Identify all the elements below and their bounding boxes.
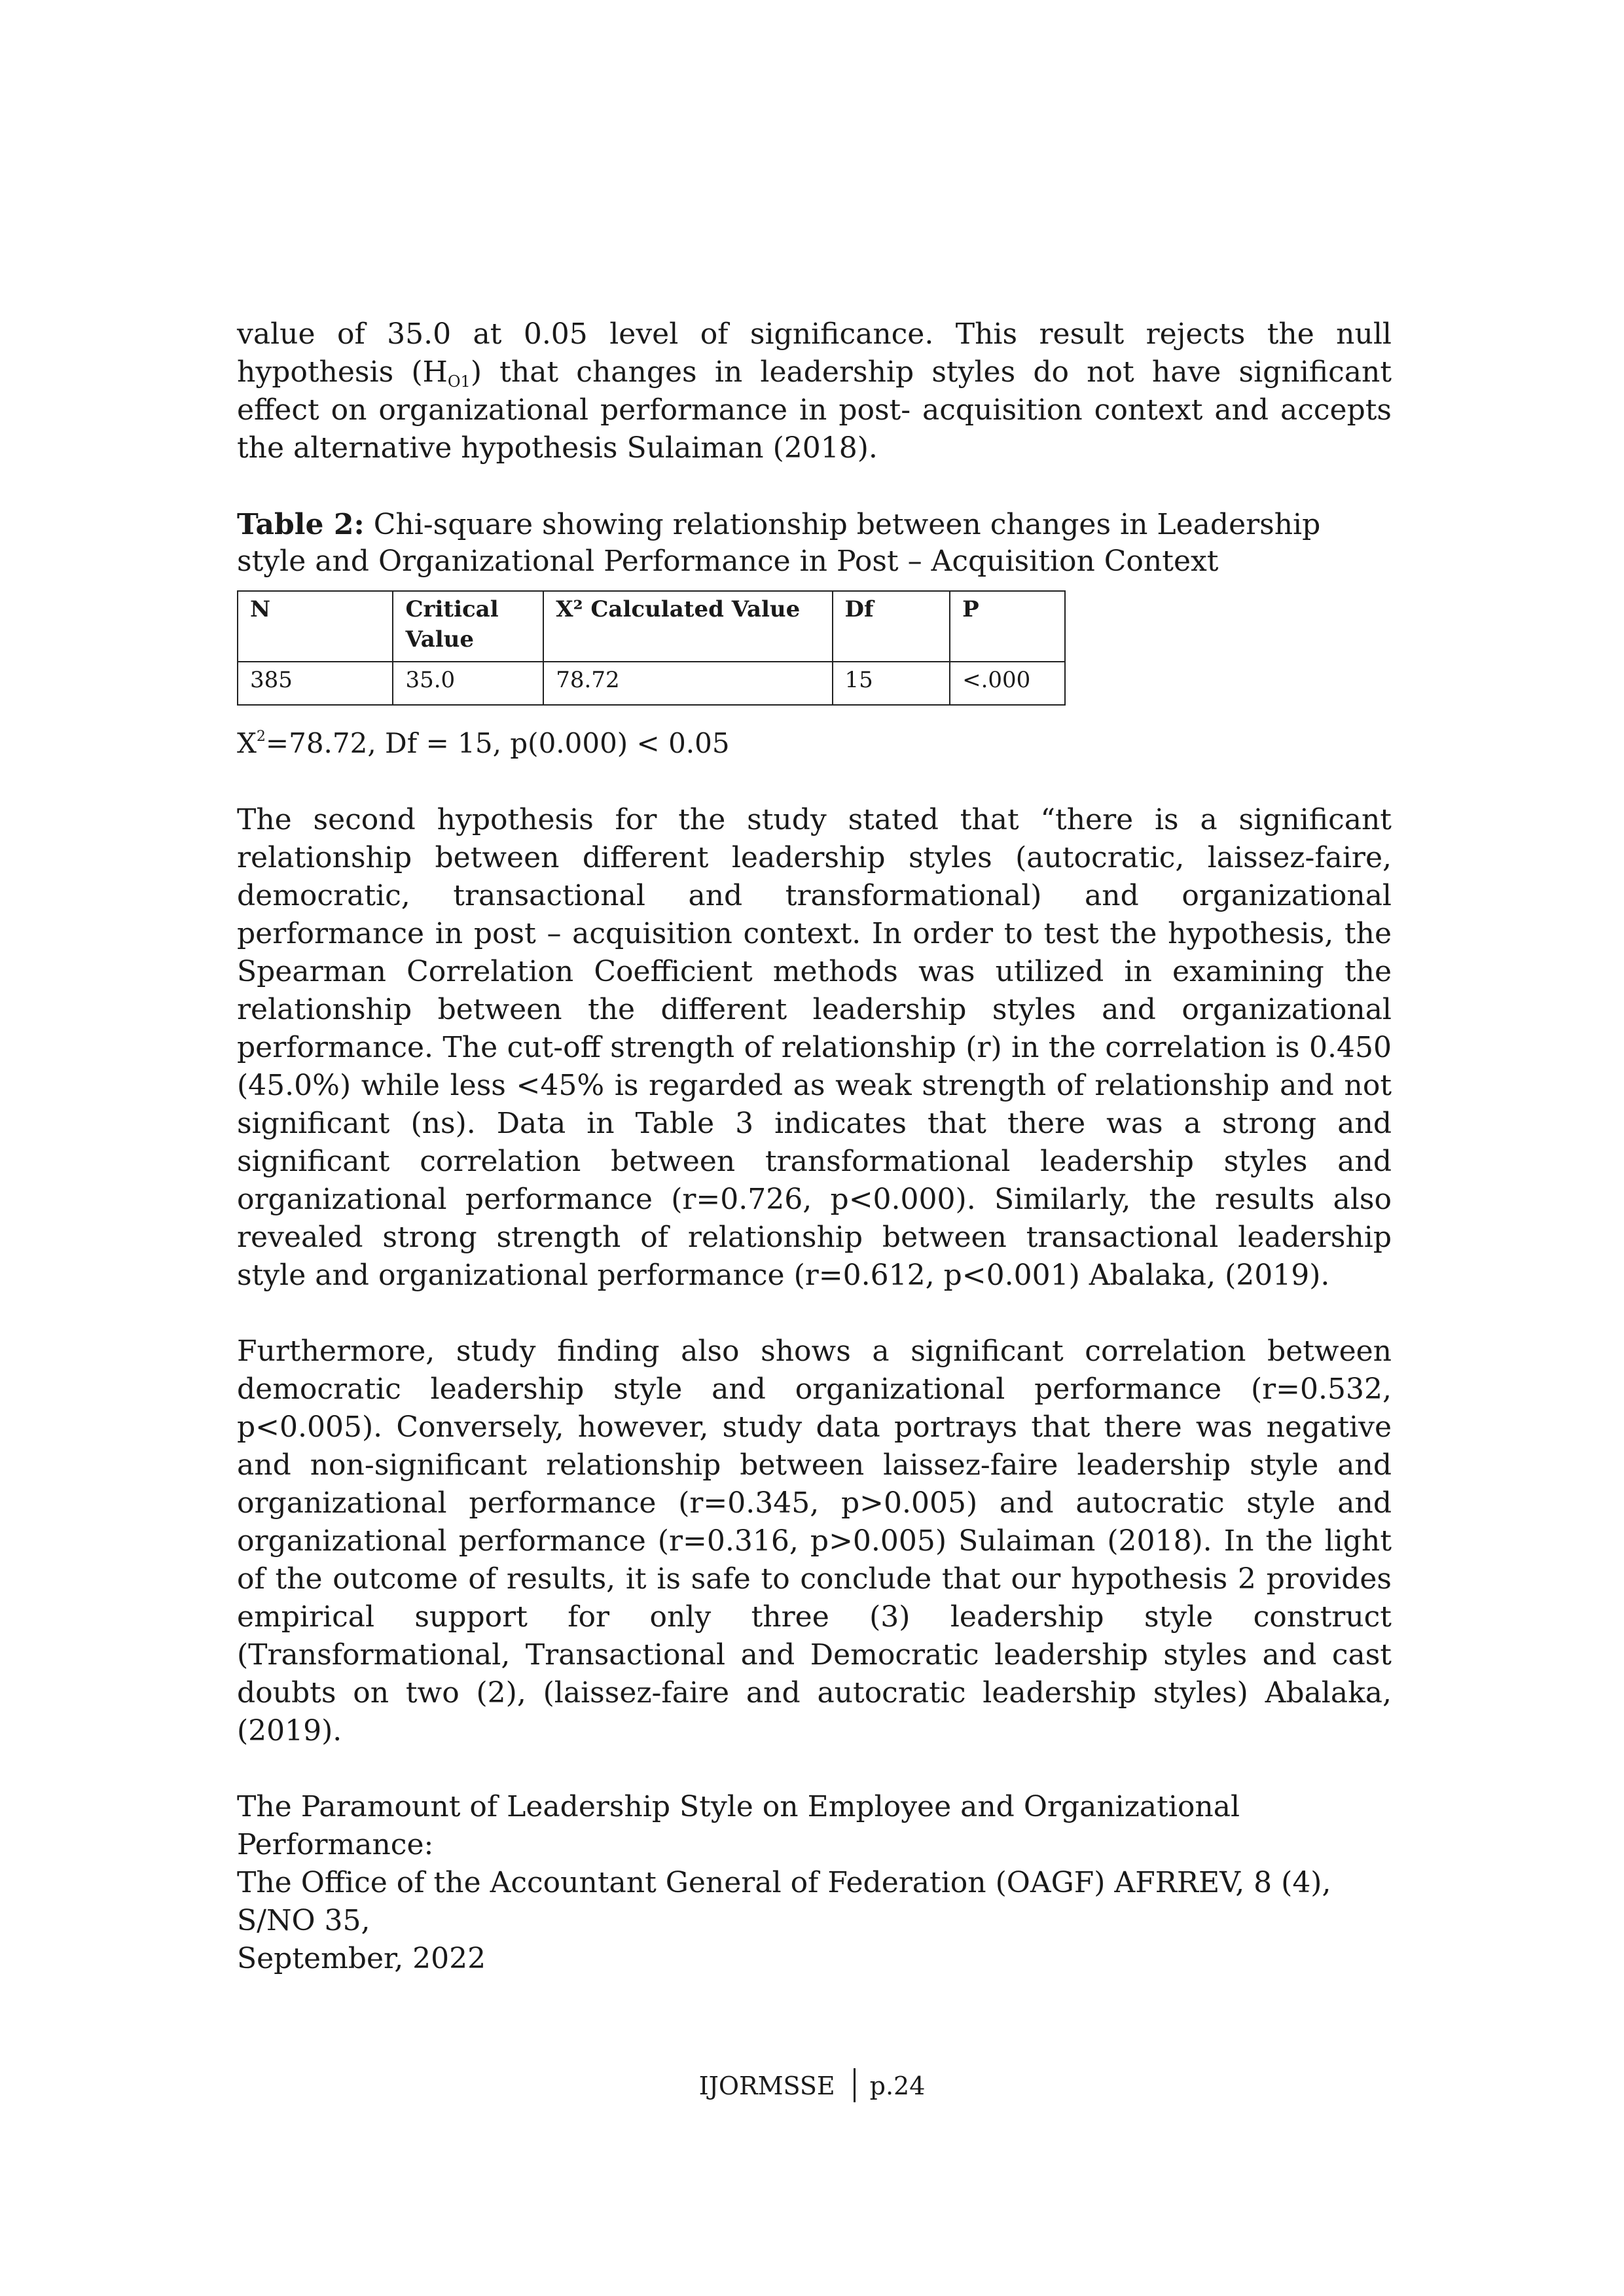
text-run: ) that changes in leadership styles do not have significant effect on organizational performance in post- acquisition context and accepts the alternative hypothesis Sulaiman (2018).: [237, 355, 1392, 465]
paragraph-hypothesis-1-result: [237, 315, 1392, 467]
page-body: [237, 315, 1392, 1978]
cell-x2-calculated: 78.72: [543, 662, 832, 705]
header-x2-calculated: X² Calculated Value: [543, 591, 832, 662]
reference-line-3: September, 2022: [237, 1942, 486, 1975]
header-df: Df: [833, 591, 950, 662]
paragraph-findings: Furthermore, study finding also shows a significant correlation between democratic leadership style and organizational performance (r=0.532, p<0.005). Conversely, however, study data portrays that there was negative and non-significant relationship between laissez-faire leadership style and organizational performance (r=0.345, p>0.005) and autocratic style and organizational performance (r=0.316, p>0.005) Sulaiman (2018). In the light of the outcome of results, it is safe to conclude that our hypothesis 2 provides empirical support for only three (3) leadership style construct (Transformational, Transactional and Democratic leadership styles and cast doubts on two (2), (laissez-faire and autocratic leadership styles) Abalaka, (2019).: [237, 1335, 1392, 1748]
reference-block: [237, 1788, 1392, 1978]
header-critical-value: Critical Value: [393, 591, 543, 662]
reference-line-1: The Paramount of Leadership Style on Employee and Organizational Performance:: [237, 1790, 1240, 1861]
formula-superscript: 2: [256, 728, 266, 745]
formula-symbol: X: [237, 727, 257, 759]
table-header-row: [238, 591, 1065, 662]
footer-separator: [854, 2068, 856, 2102]
text-run: value of 35.0 at 0.05 level of significance. This result rejects the null hypothesis (H: [237, 317, 1392, 389]
cell-p: <.000: [950, 662, 1065, 705]
cell-df: 15: [833, 662, 950, 705]
header-n: N: [238, 591, 393, 662]
chi-square-formula: [237, 725, 1392, 762]
table-row: [238, 662, 1065, 705]
chi-square-table: [237, 590, 1066, 706]
paragraph-hypothesis-2: The second hypothesis for the study stated that “there is a significant relationship between different leadership styles (autocratic, laissez-faire, democratic, transactional and transformational) and organizational performance in post – acquisition context. In order to test the hypothesis, the Spearman Correlation Coefficient methods was utilized in examining the relationship between the different leadership styles and organizational performance. The cut-off strength of relationship (r) in the correlation is 0.450 (45.0%) while less <45% is regarded as weak strength of relationship and not significant (ns). Data in Table 3 indicates that there was a strong and significant correlation between transformational leadership styles and organizational performance (r=0.726, p<0.000). Similarly, the results also revealed strong strength of relationship between transactional leadership style and organizational performance (r=0.612, p<0.001) Abalaka, (2019).: [237, 803, 1392, 1292]
table-caption-text: Chi-square showing relationship between changes in Leadership style and Organizational Performance in Post – Acquisition Context: [237, 508, 1321, 578]
table-caption-label: Table 2:: [237, 508, 365, 541]
cell-critical-value: 35.0: [393, 662, 543, 705]
header-p: P: [950, 591, 1065, 662]
formula-text: =78.72, Df = 15, p(0.000) < 0.05: [265, 727, 730, 759]
footer-journal: IJORMSSE: [698, 2072, 835, 2100]
footer-page-number: p.24: [869, 2072, 926, 2100]
page-footer: [0, 2068, 1624, 2102]
cell-n: 385: [238, 662, 393, 705]
table-caption: [237, 507, 1392, 580]
subscript-o1: O1: [447, 372, 471, 391]
reference-line-2: The Office of the Accountant General of Federation (OAGF) AFRREV, 8 (4), S/NO 35,: [237, 1866, 1331, 1937]
